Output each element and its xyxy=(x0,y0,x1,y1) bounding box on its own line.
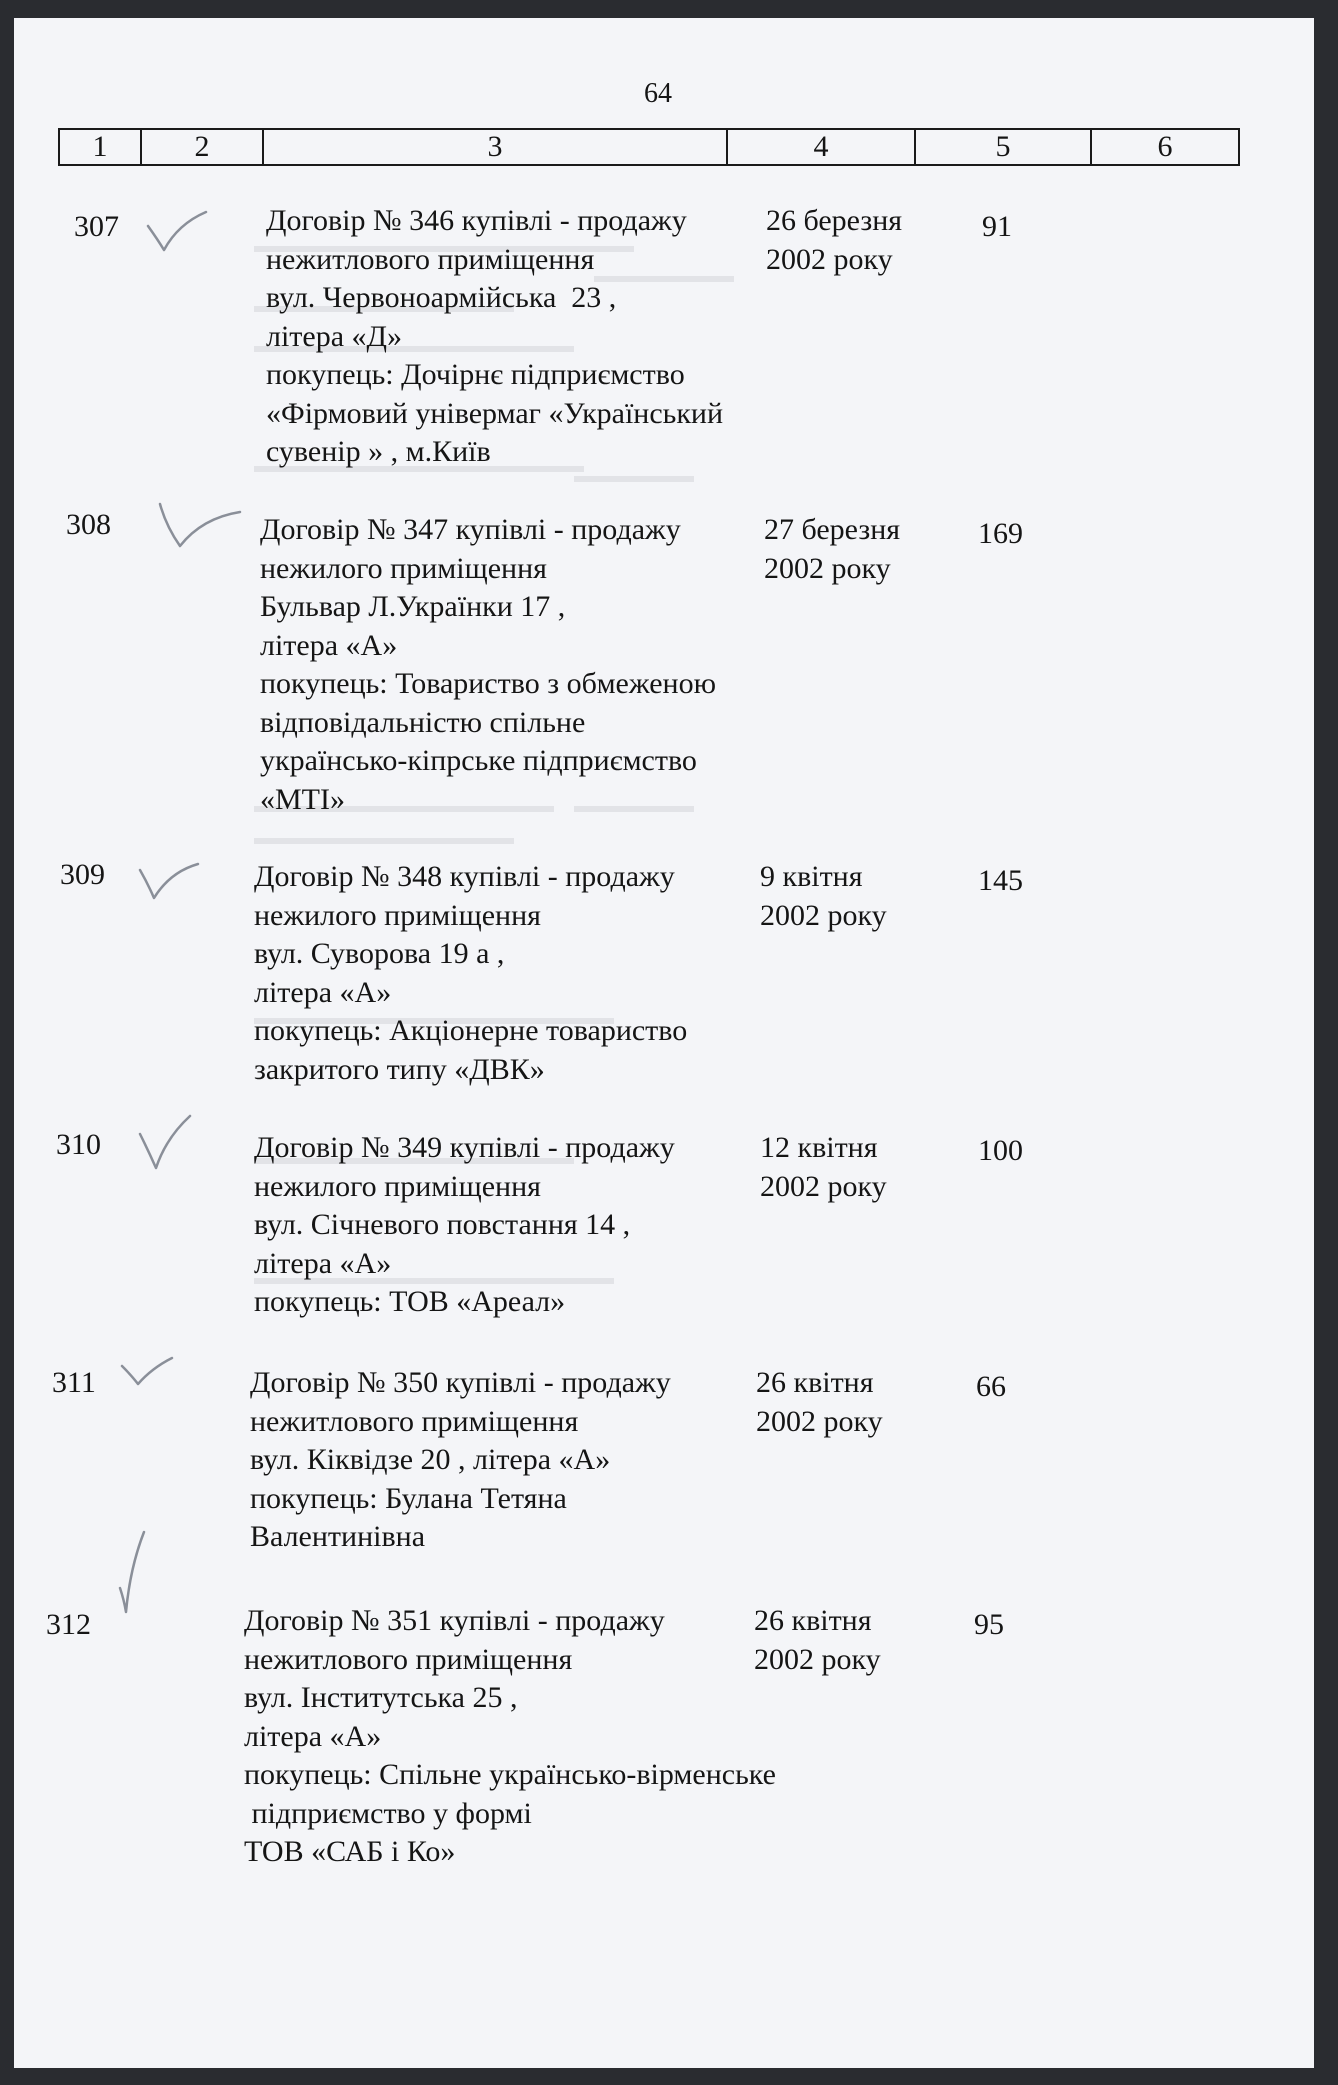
entry-number: 310 xyxy=(56,1128,101,1161)
page-reference: 91 xyxy=(982,210,1012,243)
contract-description: Договір № 350 купівлі - продажу нежитлового приміщення вул. Кіквідзе 20 , літера «А» покупець: Булана Тетяна Валентинівна xyxy=(250,1366,671,1553)
contract-date: 26 квітня 2002 року xyxy=(754,1604,881,1676)
page-number: 64 xyxy=(644,78,672,109)
header-col-2: 2 xyxy=(141,129,263,165)
header-col-1: 1 xyxy=(59,129,141,165)
contract-description: Договір № 346 купівлі - продажу нежитлового приміщення вул. Червоноармійська 23 , літера «Д» покупець: Дочірнє підприємство «Фірмовий універмаг «Український сувенір » , м.Київ xyxy=(266,204,724,468)
checkmark-icon xyxy=(136,1110,206,1180)
checkmark-icon xyxy=(156,496,246,556)
contract-description: Договір № 348 купівлі - продажу нежилого приміщення вул. Суворова 19 а , літера «А» покупець: Акціонерне товариство закритого типу «ДВК» xyxy=(254,860,688,1086)
contract-date: 26 квітня 2002 року xyxy=(756,1366,883,1438)
checkmark-icon xyxy=(118,1354,178,1394)
column-header-table xyxy=(58,128,1240,166)
contract-description: Договір № 351 купівлі - продажу нежитлового приміщення вул. Інститутська 25 , літера «А» покупець: Спільне українсько-вірменське підприємство у формі ТОВ «САБ і Ко» xyxy=(244,1604,776,1868)
page-reference: 145 xyxy=(978,864,1023,897)
page-reference: 100 xyxy=(978,1134,1023,1167)
header-col-4: 4 xyxy=(727,129,915,165)
checkmark-icon xyxy=(144,206,214,256)
contract-description: Договір № 347 купівлі - продажу нежилого приміщення Бульвар Л.Українки 17 , літера «А» покупець: Товариство з обмеженою відповідальністю спільне українсько-кіпрське підприємство «MTI» xyxy=(260,513,716,816)
header-col-6: 6 xyxy=(1091,129,1239,165)
entry-number: 312 xyxy=(46,1608,91,1641)
checkmark-icon xyxy=(136,856,206,906)
document-page xyxy=(14,18,1314,2068)
page-reference: 95 xyxy=(974,1608,1004,1641)
header-col-3: 3 xyxy=(263,129,727,165)
contract-description: Договір № 349 купівлі - продажу нежилого приміщення вул. Січневого повстання 14 , літера «А» покупець: ТОВ «Ареал» xyxy=(254,1131,675,1318)
checkmark-icon xyxy=(110,1528,160,1618)
entry-number: 307 xyxy=(74,210,119,243)
page-reference: 169 xyxy=(978,517,1023,550)
entry-number: 309 xyxy=(60,858,105,891)
entry-number: 308 xyxy=(66,508,111,541)
contract-date: 27 березня 2002 року xyxy=(764,513,901,585)
contract-date: 9 квітня 2002 року xyxy=(760,860,887,932)
contract-date: 12 квітня 2002 року xyxy=(760,1131,887,1203)
page-reference: 66 xyxy=(976,1370,1006,1403)
contract-date: 26 березня 2002 року xyxy=(766,204,903,276)
header-col-5: 5 xyxy=(915,129,1091,165)
entry-number: 311 xyxy=(52,1366,96,1399)
